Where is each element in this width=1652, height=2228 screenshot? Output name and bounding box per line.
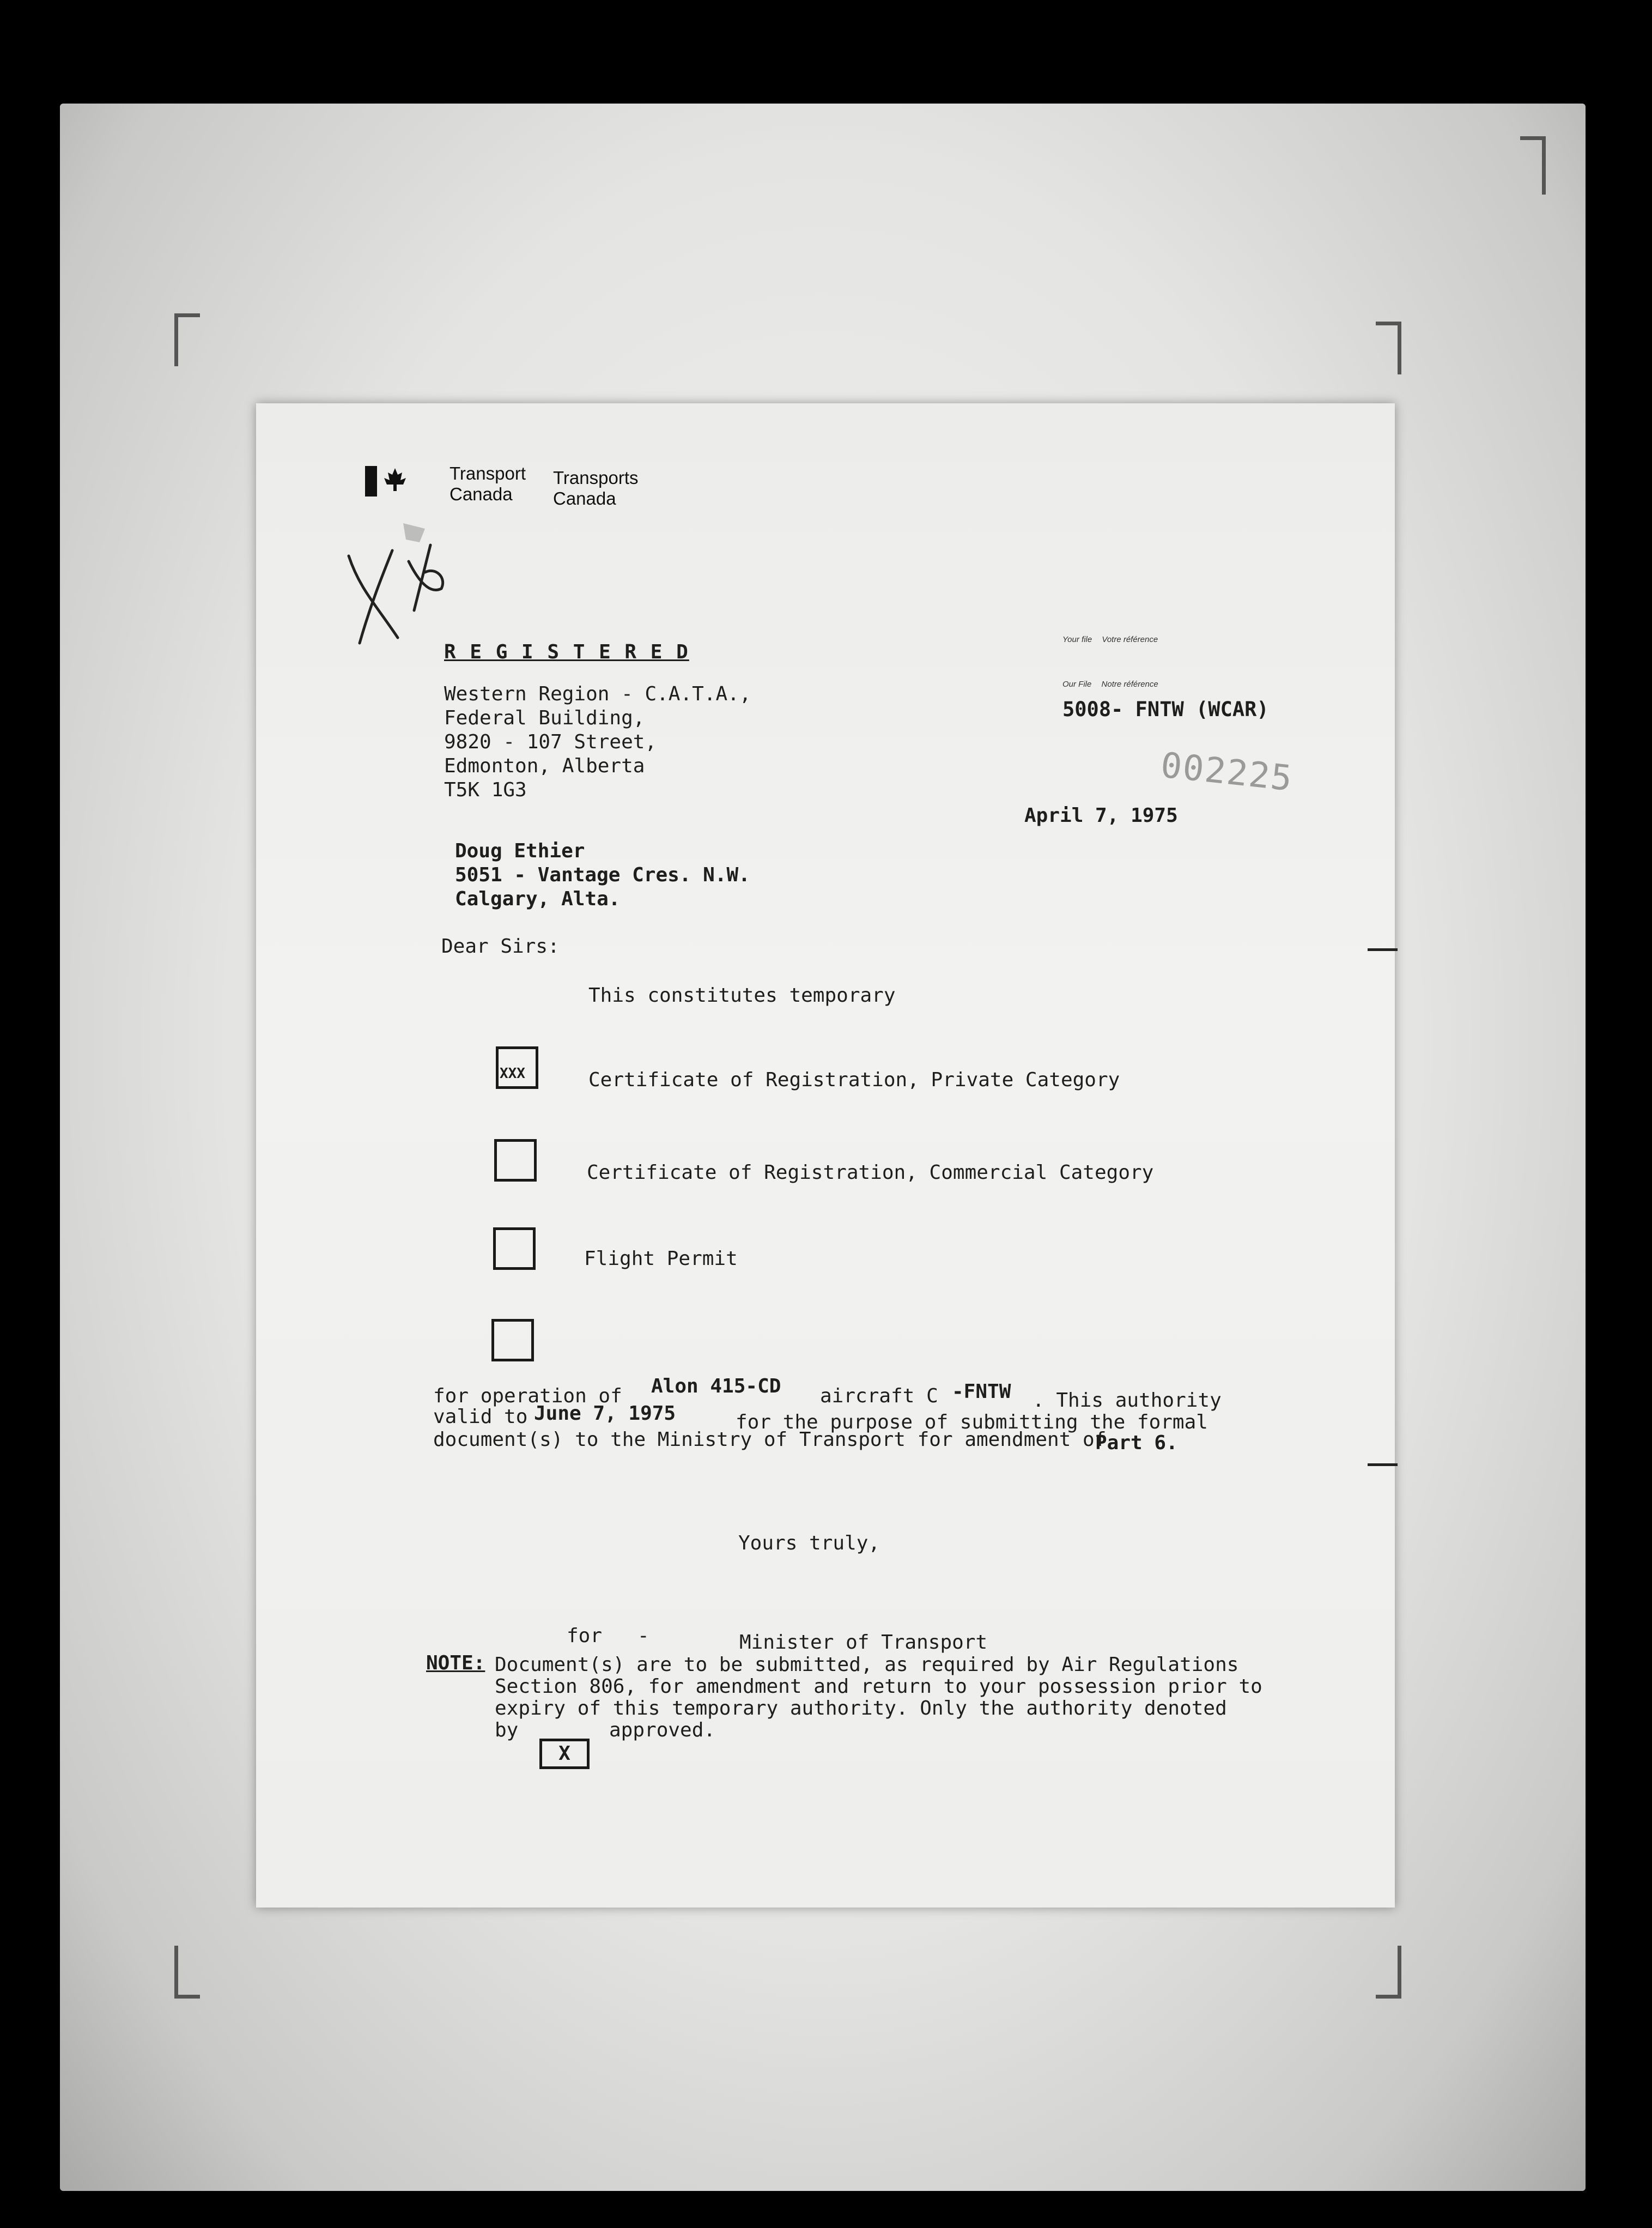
- note-line: by approved.: [495, 1719, 716, 1741]
- crop-mark-corner: [1520, 136, 1546, 195]
- salutation: Dear Sirs:: [441, 935, 560, 958]
- letter-sheet: [256, 403, 1395, 1908]
- recipient-address: [455, 839, 750, 911]
- note-line: Document(s) are to be submitted, as required by Air Regulations: [495, 1654, 1239, 1676]
- dept-fr-line2: Canada: [553, 488, 616, 508]
- option-checkbox-private[interactable]: [496, 1046, 538, 1089]
- operation-line-1: for operation of Alon 415-CD aircraft C -FNTW . This authority: [433, 1375, 1222, 1412]
- dept-fr-line1: Transports: [553, 468, 639, 488]
- option-label-private: Certificate of Registration, Private Category: [588, 1069, 1120, 1091]
- crop-mark-top-right: [1376, 322, 1401, 374]
- stamp-number: 002225: [1158, 745, 1295, 800]
- sender-line: Western Region - C.A.T.A.,: [444, 683, 751, 705]
- closing: Yours truly,: [738, 1532, 880, 1554]
- margin-tick: [1368, 1463, 1398, 1466]
- dept-en-line1: Transport: [450, 463, 526, 483]
- option-checkbox-flight-permit[interactable]: [493, 1227, 536, 1270]
- registered-heading: R E G I S T E R E D: [444, 641, 689, 663]
- dept-name-fr: [553, 468, 639, 509]
- note-box-mark: X: [558, 1742, 570, 1765]
- operation-line-3: document(s) to the Ministry of Transport for amendment of Part 6.: [433, 1428, 1178, 1454]
- recipient-line: Calgary, Alta.: [455, 888, 621, 910]
- your-file-label: Your file Votre référence: [1062, 635, 1158, 644]
- sender-line: Edmonton, Alberta: [444, 755, 645, 777]
- option-label-flight-permit: Flight Permit: [584, 1248, 738, 1270]
- recipient-name: Doug Ethier: [455, 840, 585, 862]
- recipient-line: 5051 - Vantage Cres. N.W.: [455, 864, 750, 886]
- aircraft-type: Alon 415-CD: [651, 1375, 781, 1397]
- sender-line: 9820 - 107 Street,: [444, 731, 657, 753]
- signature-for: for -: [567, 1625, 649, 1647]
- margin-tick: [1368, 948, 1398, 951]
- letter-date: April 7, 1975: [1024, 804, 1178, 827]
- minister-title: Minister of Transport: [739, 1631, 988, 1654]
- crop-mark-bottom-right: [1376, 1946, 1401, 1999]
- note-label: NOTE:: [426, 1652, 485, 1674]
- our-file-value: 5008- FNTW (WCAR): [1062, 698, 1269, 721]
- canada-flag-icon: [365, 466, 414, 499]
- sender-address: [444, 682, 751, 802]
- handwritten-scribble: [338, 512, 479, 654]
- note-denoted-box: [539, 1739, 590, 1769]
- sender-line: T5K 1G3: [444, 779, 527, 801]
- dept-en-line2: Canada: [450, 484, 513, 504]
- crop-mark-bottom-left: [174, 1946, 200, 1999]
- crop-mark-top-left: [174, 313, 200, 366]
- note-text: [495, 1654, 1262, 1741]
- aircraft-registration: -FNTW: [952, 1381, 1011, 1403]
- operation-line-2: valid to June 7, 1975 for the purpose of submitting the formal: [433, 1402, 1208, 1433]
- option-checkbox-commercial[interactable]: [494, 1139, 537, 1182]
- dept-name-en: [450, 463, 526, 505]
- sender-line: Federal Building,: [444, 707, 645, 729]
- part-reference: Part 6.: [1095, 1432, 1178, 1454]
- checkbox-mark: XXX: [500, 1065, 525, 1082]
- note-line: Section 806, for amendment and return to your possession prior to: [495, 1675, 1262, 1698]
- intro-line: This constitutes temporary: [588, 984, 896, 1007]
- option-label-commercial: Certificate of Registration, Commercial Category: [587, 1161, 1154, 1184]
- option-checkbox-blank[interactable]: [491, 1319, 534, 1361]
- our-file-label: Our File Notre référence: [1062, 680, 1158, 689]
- note-line: expiry of this temporary authority. Only the authority denoted: [495, 1697, 1227, 1720]
- valid-date: June 7, 1975: [534, 1402, 676, 1425]
